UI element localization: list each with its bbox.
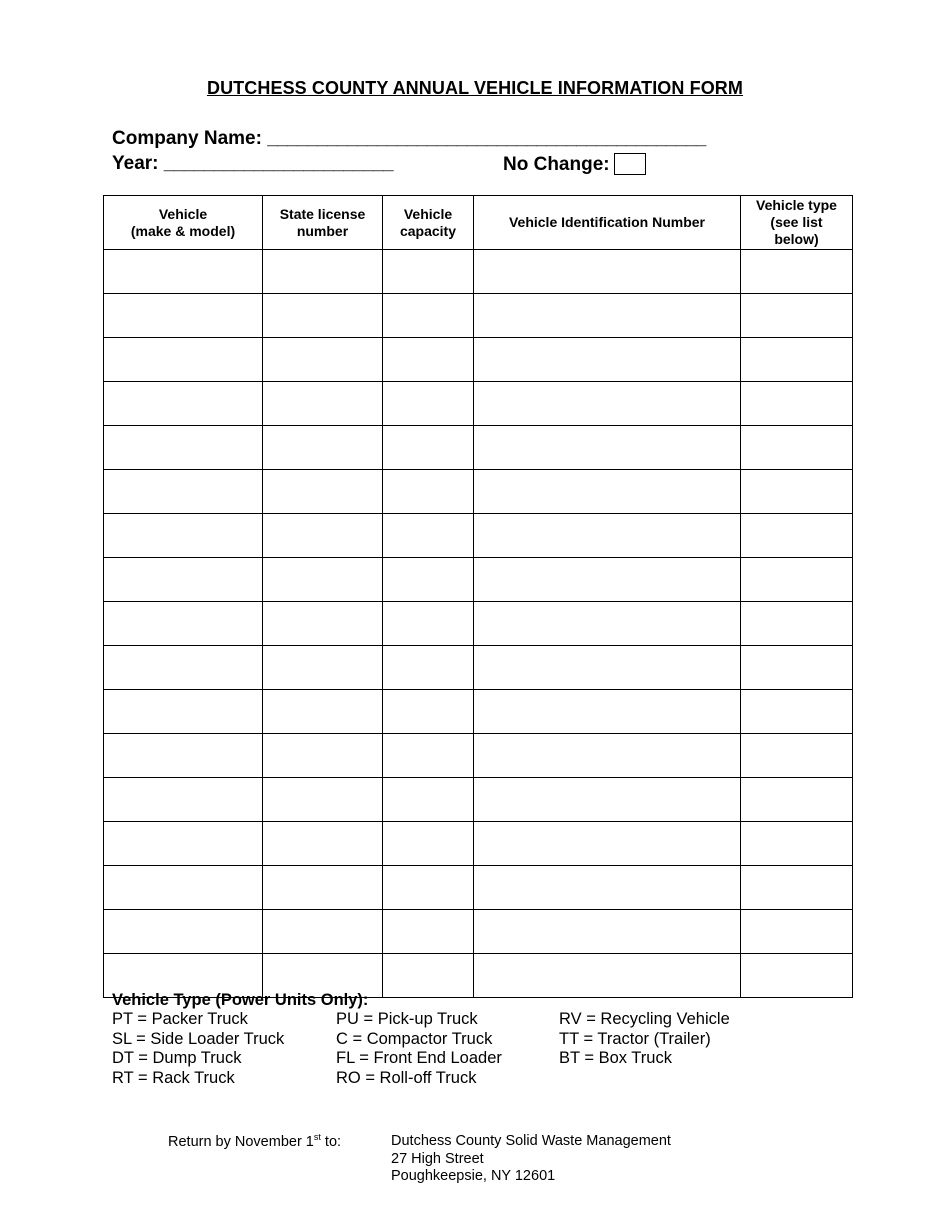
table-cell[interactable] <box>263 426 383 470</box>
table-cell[interactable] <box>263 558 383 602</box>
table-cell[interactable] <box>104 338 263 382</box>
table-cell[interactable] <box>741 602 853 646</box>
year-label: Year: <box>112 153 159 174</box>
legend-item: C = Compactor Truck <box>336 1029 493 1048</box>
table-cell[interactable] <box>474 910 741 954</box>
return-suffix: to: <box>320 1133 342 1150</box>
table-cell[interactable] <box>104 558 263 602</box>
table-cell[interactable] <box>474 558 741 602</box>
vehicle-table <box>103 195 853 998</box>
legend-item: SL = Side Loader Truck <box>112 1029 285 1048</box>
legend-item <box>559 1069 779 1089</box>
no-change-checkbox[interactable] <box>614 153 646 175</box>
return-sup: st <box>313 1132 321 1142</box>
table-cell[interactable] <box>263 866 383 910</box>
table-cell[interactable] <box>263 910 383 954</box>
table-cell[interactable] <box>263 646 383 690</box>
table-cell[interactable] <box>383 690 474 734</box>
table-cell[interactable] <box>263 338 383 382</box>
table-body <box>104 250 853 998</box>
table-cell[interactable] <box>263 470 383 514</box>
table-cell[interactable] <box>383 822 474 866</box>
table-cell[interactable] <box>104 294 263 338</box>
table-cell[interactable] <box>263 822 383 866</box>
table-row <box>104 822 853 866</box>
table-cell[interactable] <box>263 294 383 338</box>
table-row <box>104 690 853 734</box>
table-cell[interactable] <box>741 778 853 822</box>
form-title: DUTCHESS COUNTY ANNUAL VEHICLE INFORMATION FORM <box>206 78 744 98</box>
table-cell[interactable] <box>474 690 741 734</box>
no-change-label: No Change: <box>503 154 610 175</box>
legend-item: PT = Packer Truck <box>112 1010 248 1028</box>
legend-item: BT = Box Truck <box>559 1049 672 1067</box>
table-row <box>104 778 853 822</box>
table-cell[interactable] <box>474 778 741 822</box>
table-cell[interactable] <box>741 294 853 338</box>
table-cell[interactable] <box>383 470 474 514</box>
table-cell[interactable] <box>741 910 853 954</box>
table-cell[interactable] <box>263 514 383 558</box>
company-name-line[interactable]: ____________________________________________ <box>267 128 706 149</box>
column-header: Vehicle type (see list below) <box>741 196 853 250</box>
legend-item: PU = Pick-up Truck <box>336 1010 478 1028</box>
table-cell[interactable] <box>104 734 263 778</box>
table-cell[interactable] <box>263 734 383 778</box>
table-cell[interactable] <box>104 602 263 646</box>
table-cell[interactable] <box>383 910 474 954</box>
table-cell[interactable] <box>383 250 474 294</box>
table-cell[interactable] <box>263 250 383 294</box>
table-row <box>104 910 853 954</box>
table-cell[interactable] <box>104 690 263 734</box>
table-row <box>104 250 853 294</box>
table-cell[interactable] <box>741 382 853 426</box>
table-row <box>104 602 853 646</box>
table-cell[interactable] <box>741 250 853 294</box>
table-cell[interactable] <box>383 734 474 778</box>
vehicle-type-legend <box>112 991 779 1088</box>
table-cell[interactable] <box>383 558 474 602</box>
table-cell[interactable] <box>474 822 741 866</box>
table-cell[interactable] <box>741 470 853 514</box>
return-instruction <box>168 1132 341 1150</box>
return-prefix: Return by November 1 <box>168 1133 314 1150</box>
address-line: Poughkeepsie, NY 12601 <box>391 1168 556 1184</box>
legend-item: TT = Tractor (Trailer) <box>559 1029 711 1048</box>
table-cell[interactable] <box>474 866 741 910</box>
table-cell[interactable] <box>474 646 741 690</box>
legend-item: RV = Recycling Vehicle <box>559 1010 730 1028</box>
table-cell[interactable] <box>474 250 741 294</box>
table-cell[interactable] <box>104 382 263 426</box>
table-cell[interactable] <box>741 646 853 690</box>
table-cell[interactable] <box>741 734 853 778</box>
table-row <box>104 382 853 426</box>
table-cell[interactable] <box>474 382 741 426</box>
table-cell[interactable] <box>741 514 853 558</box>
table-cell[interactable] <box>263 778 383 822</box>
table-cell[interactable] <box>104 866 263 910</box>
table-row <box>104 426 853 470</box>
no-change-field <box>503 153 646 176</box>
table-cell[interactable] <box>741 338 853 382</box>
legend-grid <box>112 1010 779 1088</box>
table-cell[interactable] <box>474 514 741 558</box>
table-cell[interactable] <box>383 382 474 426</box>
table-row <box>104 514 853 558</box>
table-cell[interactable] <box>383 646 474 690</box>
table-cell[interactable] <box>383 514 474 558</box>
table-row <box>104 646 853 690</box>
table-cell[interactable] <box>383 294 474 338</box>
table-cell[interactable] <box>104 514 263 558</box>
table-cell[interactable] <box>383 778 474 822</box>
table-cell[interactable] <box>474 426 741 470</box>
column-header: State license number <box>263 196 383 250</box>
table-row <box>104 734 853 778</box>
company-name-field[interactable] <box>112 128 706 150</box>
legend-item: DT = Dump Truck <box>112 1049 242 1067</box>
table-cell[interactable] <box>104 426 263 470</box>
table-cell[interactable] <box>104 646 263 690</box>
table-cell[interactable] <box>104 910 263 954</box>
table-cell[interactable] <box>741 866 853 910</box>
table-cell[interactable] <box>104 250 263 294</box>
address-line: Dutchess County Solid Waste Management <box>391 1133 671 1149</box>
table-cell[interactable] <box>741 558 853 602</box>
legend-title: Vehicle Type (Power Units Only): <box>112 991 369 1009</box>
table-cell[interactable] <box>263 690 383 734</box>
legend-item: RT = Rack Truck <box>112 1068 235 1087</box>
year-field[interactable] <box>112 153 393 175</box>
table-header-row <box>104 196 853 250</box>
table-row <box>104 866 853 910</box>
table-cell[interactable] <box>383 426 474 470</box>
table-cell[interactable] <box>474 602 741 646</box>
table-row <box>104 558 853 602</box>
address-line: 27 High Street <box>391 1150 484 1167</box>
column-header: Vehicle capacity <box>383 196 474 250</box>
column-header: Vehicle (make & model) <box>104 196 263 250</box>
table-cell[interactable] <box>741 822 853 866</box>
table-row <box>104 338 853 382</box>
table-cell[interactable] <box>383 338 474 382</box>
table-row <box>104 294 853 338</box>
table-cell[interactable] <box>741 690 853 734</box>
table-cell[interactable] <box>383 866 474 910</box>
table-cell[interactable] <box>263 602 383 646</box>
table-cell[interactable] <box>263 382 383 426</box>
table-cell[interactable] <box>741 426 853 470</box>
legend-item: FL = Front End Loader <box>336 1049 502 1067</box>
table-cell[interactable] <box>104 470 263 514</box>
return-address <box>391 1133 671 1186</box>
table-cell[interactable] <box>104 778 263 822</box>
year-line[interactable]: _______________________ <box>163 153 394 174</box>
table-cell[interactable] <box>474 294 741 338</box>
company-name-label: Company Name: <box>112 128 262 149</box>
column-header: Vehicle Identification Number <box>474 196 741 250</box>
table-row <box>104 470 853 514</box>
legend-item: RO = Roll-off Truck <box>336 1068 477 1087</box>
table-cell[interactable] <box>474 470 741 514</box>
table-cell[interactable] <box>383 602 474 646</box>
table-cell[interactable] <box>474 734 741 778</box>
table-cell[interactable] <box>474 338 741 382</box>
table-cell[interactable] <box>104 822 263 866</box>
